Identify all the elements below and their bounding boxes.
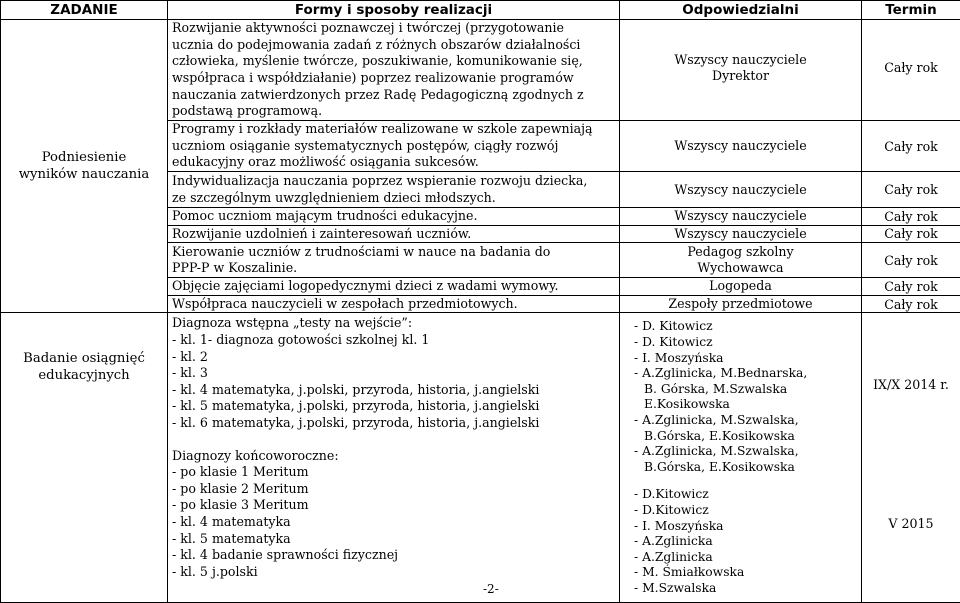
diag-out-item: - po klasie 1 Meritum <box>172 464 615 481</box>
diagnosis-cell <box>168 313 620 603</box>
task-line: Pomoc uczniom mającym trudności edukacyjne. <box>172 208 615 225</box>
task-line: Programy i rozkłady materiałów realizowane w szkole zapewniają <box>172 121 615 138</box>
diagnosis-term-cell <box>862 313 960 603</box>
table-row <box>1 20 960 121</box>
diag-in-title: Diagnoza wstępna „testy na wejście”: <box>172 315 615 332</box>
resp-line: - D.Kitowicz <box>634 487 857 503</box>
task-line: Rozwijanie aktywności poznawczej i twórczej (przygotowanie <box>172 20 615 37</box>
header-odpowiedzialni: Odpowiedzialni <box>620 1 862 20</box>
term-cell: Cały rok <box>862 225 960 243</box>
task-line: PPP-P w Koszalinie. <box>172 260 615 277</box>
resp-cell <box>620 20 862 121</box>
resp-line: - D. Kitowicz <box>634 335 857 351</box>
resp-cell <box>620 295 862 313</box>
resp-line: Zespoły przedmiotowe <box>624 296 857 312</box>
task-line: Objęcie zajęciami logopedycznymi dzieci z wadami wymowy. <box>172 278 615 295</box>
term-diag-in: IX/X 2014 r. <box>866 377 956 392</box>
task-line: Rozwijanie uzdolnień i zainteresowań uczniów. <box>172 226 615 243</box>
task-cell <box>168 208 620 226</box>
term-cell: Cały rok <box>862 20 960 121</box>
task-cell <box>168 172 620 208</box>
area-line: edukacyjnych <box>5 367 163 384</box>
resp-line: - M.Szwalska <box>634 581 857 597</box>
term-cell: Cały rok <box>862 243 960 278</box>
resp-cell <box>620 225 862 243</box>
resp-line: - A.Zglinicka <box>634 550 857 566</box>
task-line: współpraca i współdziałanie) poprzez realizowanie programów <box>172 70 615 87</box>
resp-line: - I. Moszyńska <box>634 519 857 535</box>
header-zadanie: ZADANIE <box>1 1 168 20</box>
term-cell: Cały rok <box>862 278 960 296</box>
resp-line: - A.Zglinicka, M.Szwalska, <box>634 413 857 429</box>
diag-in-item: - kl. 4 matematyka, j.polski, przyroda, historia, j.angielski <box>172 382 615 399</box>
resp-cell <box>620 208 862 226</box>
term-cell: Cały rok <box>862 295 960 313</box>
diag-in-item: - kl. 6 matematyka, j.polski, przyroda, historia, j.angielski <box>172 415 615 432</box>
resp-line: E.Kosikowska <box>634 397 857 413</box>
term-diag-out: V 2015 <box>866 516 956 531</box>
resp-line: - I. Moszyńska <box>634 351 857 367</box>
diag-out-title: Diagnozy końcoworoczne: <box>172 448 615 465</box>
task-cell <box>168 20 620 121</box>
area-line: wyników nauczania <box>5 166 163 183</box>
diag-in-item: - kl. 2 <box>172 349 615 366</box>
task-cell <box>168 225 620 243</box>
resp-cell <box>620 243 862 278</box>
diag-out-item: - kl. 5 j.polski <box>172 564 615 581</box>
resp-line: B.Górska, E.Kosikowska <box>634 429 857 445</box>
task-line: edukacyjny oraz możliwość osiągania sukcesów. <box>172 154 615 171</box>
diag-out-item: - kl. 5 matematyka <box>172 531 615 548</box>
resp-line: Wszyscy nauczyciele <box>624 208 857 224</box>
task-cell <box>168 278 620 296</box>
diag-in-item: - kl. 1- diagnoza gotowości szkolnej kl. 1 <box>172 332 615 349</box>
diagnosis-resp-cell <box>620 313 862 603</box>
resp-line: Wszyscy nauczyciele <box>624 52 857 68</box>
task-line: Współpraca nauczycieli w zespołach przedmiotowych. <box>172 296 615 313</box>
resp-line: - A.Zglinicka, M.Szwalska, <box>634 444 857 460</box>
task-line: człowieka, myślenie twórcze, poszukiwanie, komunikowanie się, <box>172 53 615 70</box>
task-cell <box>168 121 620 172</box>
term-cell: Cały rok <box>862 208 960 226</box>
header-row <box>1 1 960 20</box>
task-line: nauczania zatwierdzonych przez Radę Pedagogiczną zgodnych z <box>172 87 615 104</box>
resp-line: B.Górska, E.Kosikowska <box>634 460 857 476</box>
task-line: ucznia do podejmowania zadań z różnych obszarów działalności <box>172 37 615 54</box>
resp-cell <box>620 121 862 172</box>
resp-line: Pedagog szkolny <box>624 244 857 260</box>
task-line: uczniom osiąganie systematycznych postępów, ciągły rozwój <box>172 138 615 155</box>
area-line: Podniesienie <box>5 149 163 166</box>
resp-line: Wszyscy nauczyciele <box>624 226 857 242</box>
task-line: Indywidualizacja nauczania poprzez wspieranie rozwoju dziecka, <box>172 173 615 190</box>
table-row <box>1 313 960 603</box>
diag-out-item: - po klasie 2 Meritum <box>172 481 615 498</box>
header-formy: Formy i sposoby realizacji <box>168 1 620 20</box>
header-termin: Termin <box>862 1 960 20</box>
resp-line: B. Górska, M.Szwalska <box>634 382 857 398</box>
resp-line: Wszyscy nauczyciele <box>624 182 857 198</box>
page-number: -2- <box>483 582 499 596</box>
resp-line: Dyrektor <box>624 68 857 84</box>
diag-in-item: - kl. 5 matematyka, j.polski, przyroda, historia, j.angielski <box>172 398 615 415</box>
resp-line: - D.Kitowicz <box>634 503 857 519</box>
term-cell: Cały rok <box>862 121 960 172</box>
resp-cell <box>620 278 862 296</box>
resp-line: - A.Zglinicka, M.Bednarska, <box>634 366 857 382</box>
diag-out-item: - kl. 4 matematyka <box>172 514 615 531</box>
diag-in-item: - kl. 3 <box>172 365 615 382</box>
resp-line: Wszyscy nauczyciele <box>624 138 857 154</box>
diag-out-item: - kl. 4 badanie sprawności fizycznej <box>172 547 615 564</box>
task-line: Kierowanie uczniów z trudnościami w nauce na badania do <box>172 244 615 261</box>
area-line: Badanie osiągnięć <box>5 350 163 367</box>
task-line: podstawą programową. <box>172 103 615 120</box>
task-line: ze szczególnym uwzględnieniem dzieci młodszych. <box>172 190 615 207</box>
task-cell <box>168 295 620 313</box>
resp-line: Wychowawca <box>624 260 857 276</box>
resp-line: - M. Śmiałkowska <box>634 565 857 581</box>
diag-out-item: - po klasie 3 Meritum <box>172 497 615 514</box>
resp-line: Logopeda <box>624 278 857 294</box>
area-badanie <box>1 313 168 603</box>
area-podniesienie <box>1 20 168 313</box>
task-cell <box>168 243 620 278</box>
resp-line: - A.Zglinicka <box>634 534 857 550</box>
term-cell: Cały rok <box>862 172 960 208</box>
resp-cell <box>620 172 862 208</box>
resp-line: - D. Kitowicz <box>634 319 857 335</box>
